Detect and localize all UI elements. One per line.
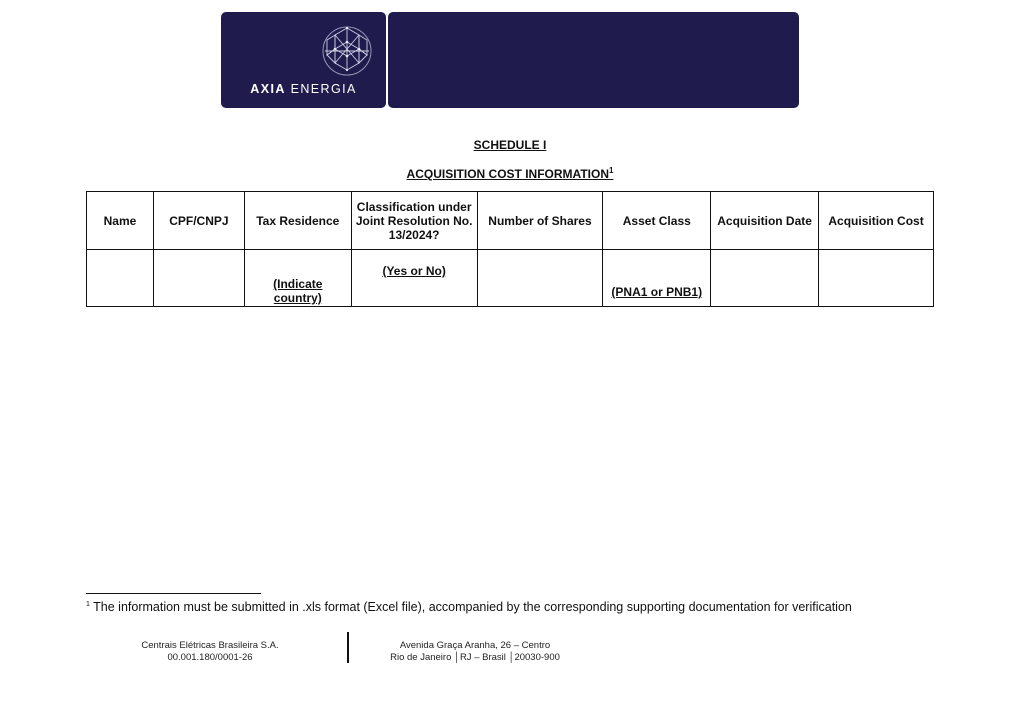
header-acquisition-cost: Acquisition Cost [819, 192, 934, 250]
cell-cpf-cnpj [153, 250, 244, 307]
cell-tax-residence [244, 250, 351, 307]
cell-asset-class-text: (PNA1 or PNB1) [611, 285, 703, 299]
cell-name [87, 250, 154, 307]
header-number-of-shares: Number of Shares [477, 192, 603, 250]
footnote [86, 600, 852, 614]
footer-address-line1: Avenida Graça Aranha, 26 – Centro [399, 640, 551, 651]
table-header-row [87, 192, 934, 250]
header-cpf-cnpj: CPF/CNPJ [153, 192, 244, 250]
footnote-divider [86, 593, 261, 594]
footer-divider [347, 632, 349, 663]
section-footnote-ref: 1 [608, 166, 614, 175]
footer-address-line2: Rio de Janeiro │RJ – Brasil │20030-900 [390, 652, 560, 663]
logo-wordmark-bold: AXIA [250, 82, 286, 96]
footer-cnpj: 00.001.180/0001-26 [167, 652, 253, 663]
header-asset-class: Asset Class [603, 192, 711, 250]
cell-classification [351, 250, 477, 307]
cell-number-of-shares [477, 250, 603, 307]
header-name: Name [87, 192, 154, 250]
section-title [0, 166, 1020, 181]
footer-company-name: Centrais Elétricas Brasileira S.A. [141, 640, 279, 651]
footer-address-block [370, 640, 580, 664]
header-acquisition-date: Acquisition Date [711, 192, 819, 250]
cell-tax-residence-text: (Indicate country) [273, 277, 323, 305]
cell-acquisition-date [711, 250, 819, 307]
header-banner [221, 12, 799, 108]
section-title-text: ACQUISITION COST INFORMATION [406, 167, 609, 181]
cell-acquisition-cost [819, 250, 934, 307]
header-classification: Classification under Joint Resolution No. 13/2024? [351, 192, 477, 250]
footer-company-block [120, 640, 300, 664]
logo-wordmark-rest: ENERGIA [285, 82, 357, 96]
schedule-title: SCHEDULE I [473, 138, 547, 152]
header-tax-residence: Tax Residence [244, 192, 351, 250]
axia-logo-icon [321, 25, 373, 77]
table-row [87, 250, 934, 307]
cell-asset-class [603, 250, 711, 307]
cell-classification-text: (Yes or No) [382, 264, 446, 278]
footnote-marker: 1 [86, 600, 90, 608]
banner-panel [388, 12, 799, 108]
logo-wordmark [221, 82, 386, 96]
logo-panel [221, 12, 386, 108]
acquisition-cost-table [86, 191, 934, 307]
footnote-text: The information must be submitted in .xls format (Excel file), accompanied by the corresponding supporting documentation for verification [89, 600, 852, 614]
